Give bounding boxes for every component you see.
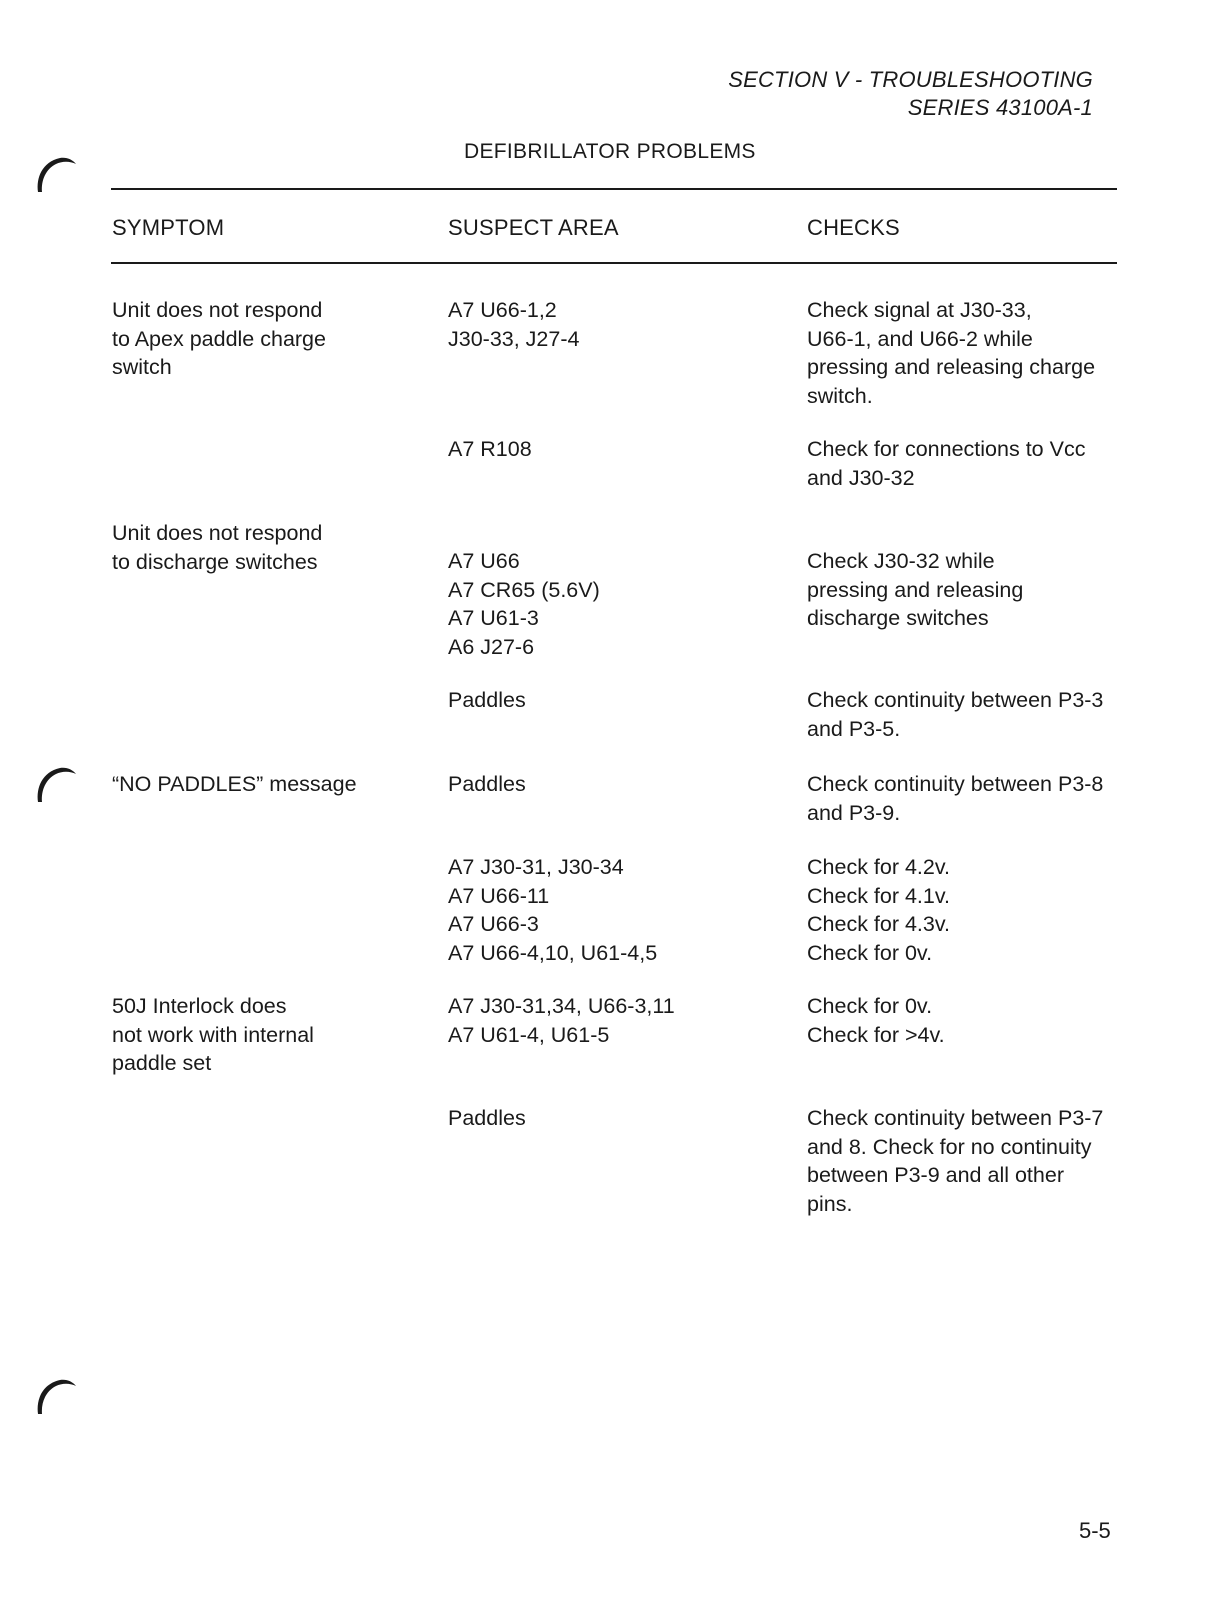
series-header: SERIES 43100A-1 (907, 95, 1093, 120)
checks-cell: Check continuity between P3-3 and P3-5. (807, 688, 1104, 741)
binder-hole-mark-icon (32, 1370, 82, 1420)
suspect-cell: Paddles (448, 1106, 526, 1130)
binder-hole-mark-icon (32, 758, 82, 808)
checks-cell: Check J30-32 while pressing and releasing discharge switches (807, 549, 1024, 630)
suspect-cell: A7 U66 A7 CR65 (5.6V) A7 U61-3 A6 J27-6 (448, 549, 600, 659)
column-header-suspect-area: SUSPECT AREA (448, 215, 619, 240)
checks-cell: Check for connections to Vcc and J30-32 (807, 437, 1086, 490)
suspect-cell: A7 J30-31, J30-34 A7 U66-11 A7 U66-3 A7 U66-4,10, U61-4,5 (448, 855, 658, 965)
section-header: SECTION V - TROUBLESHOOTING (728, 67, 1093, 92)
symptom-cell: “NO PADDLES” message (112, 772, 357, 796)
header-rule (111, 262, 1117, 264)
suspect-cell: A7 U66-1,2 J30-33, J27-4 (448, 298, 580, 351)
checks-cell: Check continuity between P3-7 and 8. Check for no continuity between P3-9 and all other pins. (807, 1106, 1104, 1216)
suspect-cell: A7 J30-31,34, U66-3,11 A7 U61-4, U61-5 (448, 994, 675, 1047)
checks-cell: Check for 4.2v. Check for 4.1v. Check for 4.3v. Check for 0v. (807, 855, 950, 965)
suspect-cell: Paddles (448, 688, 526, 712)
symptom-cell: Unit does not respond to discharge switches (112, 521, 323, 574)
suspect-cell: A7 R108 (448, 437, 532, 461)
suspect-cell: Paddles (448, 772, 526, 796)
checks-cell: Check for 0v. Check for >4v. (807, 994, 945, 1047)
symptom-cell: Unit does not respond to Apex paddle charge switch (112, 298, 326, 379)
top-rule (111, 188, 1117, 190)
page-title: DEFIBRILLATOR PROBLEMS (464, 140, 756, 163)
checks-cell: Check signal at J30-33, U66-1, and U66-2 while pressing and releasing charge switch. (807, 298, 1096, 408)
binder-hole-mark-icon (32, 148, 82, 198)
checks-cell: Check continuity between P3-8 and P3-9. (807, 772, 1104, 825)
symptom-cell: 50J Interlock does not work with internal paddle set (112, 994, 314, 1075)
page-number: 5-5 (1079, 1518, 1111, 1543)
column-header-checks: CHECKS (807, 215, 900, 240)
column-header-symptom: SYMPTOM (112, 215, 225, 240)
